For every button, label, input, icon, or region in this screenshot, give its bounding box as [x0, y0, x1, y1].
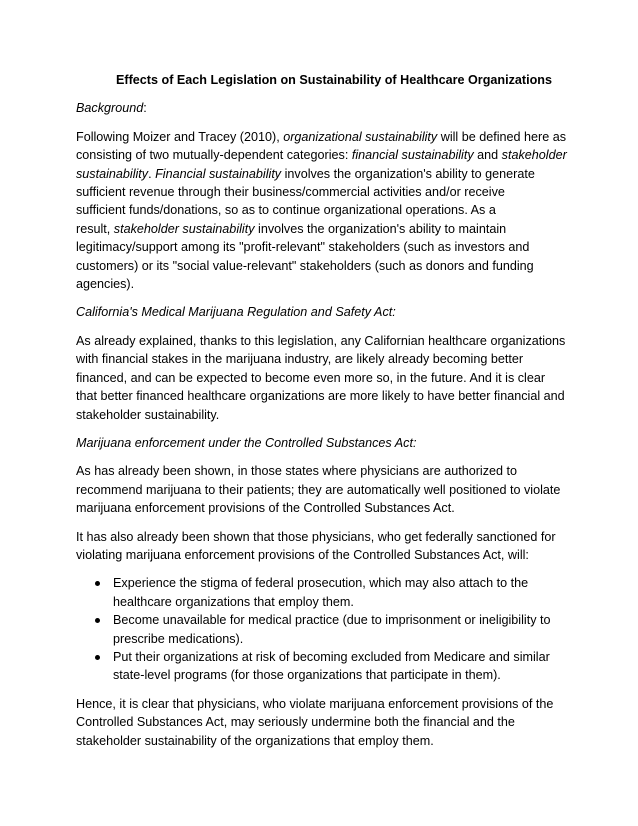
california-act-heading [76, 303, 580, 321]
background-heading-text: Background [76, 101, 144, 116]
document-title: Effects of Each Legislation on Sustainability of Healthcare Organizations [116, 73, 552, 87]
text-line: financed, and can be expected to become even more so, in the future. And it is clear [76, 370, 546, 385]
text-line: recommend marijuana to their patients; they are automatically well positioned to violate [76, 482, 561, 497]
bullet-icon [95, 618, 100, 623]
text-line: Controlled Substances Act, may seriously undermine both the financial and the [76, 715, 515, 730]
text-line: healthcare organizations that employ them. [113, 594, 354, 609]
text-run: and [473, 148, 502, 163]
text-line: Become unavailable for medical practice (due to imprisonment or ineligibility to [113, 613, 551, 628]
text-line: Hence, it is clear that physicians, who violate marijuana enforcement provisions of the [76, 696, 554, 711]
background-heading [76, 99, 580, 117]
california-act-heading-text: California's Medical Marijuana Regulation and Safety Act: [76, 305, 396, 320]
csa-heading [76, 434, 580, 452]
list-item [113, 648, 580, 685]
italic-term: organizational sustainability [283, 129, 438, 144]
csa-heading-text: Marijuana enforcement under the Controlled Substances Act: [76, 435, 417, 450]
text-line: state-level programs (for those organizations that participate in them). [113, 668, 501, 683]
italic-term: Financial sustainability [155, 166, 282, 181]
italic-term: sustainability [76, 166, 149, 181]
bullet-icon [95, 581, 100, 586]
text-run: Following Moizer and Tracey (2010), [76, 129, 284, 144]
list-item [113, 574, 580, 611]
text-run: result, [76, 221, 114, 236]
text-line: with financial stakes in the marijuana industry, are likely already becoming better [76, 352, 524, 367]
text-line [76, 128, 580, 146]
background-paragraph [76, 128, 580, 294]
text-line: that better financed healthcare organizations are more likely to have better financial and [76, 389, 565, 404]
text-line: stakeholder sustainability. [76, 407, 220, 422]
italic-term: financial sustainability [351, 148, 474, 163]
text-line [76, 220, 580, 238]
text-line: marijuana enforcement provisions of the Controlled Substances Act. [76, 501, 455, 516]
text-line: legitimacy/support among its "profit-relevant" stakeholders (such as investors and [76, 240, 530, 255]
text-run: . [148, 166, 156, 181]
text-run: will be defined here as [437, 129, 567, 144]
csa-paragraph-1 [76, 462, 580, 517]
text-line: Put their organizations at risk of becoming excluded from Medicare and similar [113, 649, 550, 664]
text-line: It has also already been shown that those physicians, who get federally sanctioned for [76, 529, 556, 544]
text-line: violating marijuana enforcement provisions of the Controlled Substances Act, will: [76, 547, 529, 562]
italic-term: stakeholder [501, 148, 567, 163]
text-line: sufficient revenue through their business/commercial activities and/or receive [76, 185, 505, 200]
text-line: sufficient funds/donations, so as to continue organizational operations. As a [76, 203, 496, 218]
conclusion-paragraph [76, 695, 580, 750]
text-line: As has already been shown, in those states where physicians are authorized to [76, 464, 518, 479]
text-line: customers) or its "social value-relevant" stakeholders (such as donors and funding [76, 258, 534, 273]
text-line: agencies). [76, 277, 135, 292]
text-line: Experience the stigma of federal prosecution, which may also attach to the [113, 576, 529, 591]
text-line [76, 146, 580, 164]
italic-term: stakeholder sustainability [113, 221, 255, 236]
background-heading-colon: : [143, 101, 147, 116]
california-act-paragraph [76, 332, 580, 424]
text-run: involves the organization's ability to generate [281, 166, 535, 181]
text-line: stakeholder sustainability of the organizations that employ them. [76, 733, 434, 748]
consequences-list [76, 574, 580, 684]
text-run: consisting of two mutually-dependent categories: [76, 148, 352, 163]
list-item [113, 611, 580, 648]
text-run: involves the organization's ability to maintain [254, 221, 507, 236]
text-line: prescribe medications). [113, 631, 244, 646]
bullet-icon [95, 655, 100, 660]
text-line [76, 165, 580, 183]
csa-paragraph-2 [76, 528, 580, 565]
text-line: As already explained, thanks to this legislation, any Californian healthcare organizations [76, 333, 566, 348]
